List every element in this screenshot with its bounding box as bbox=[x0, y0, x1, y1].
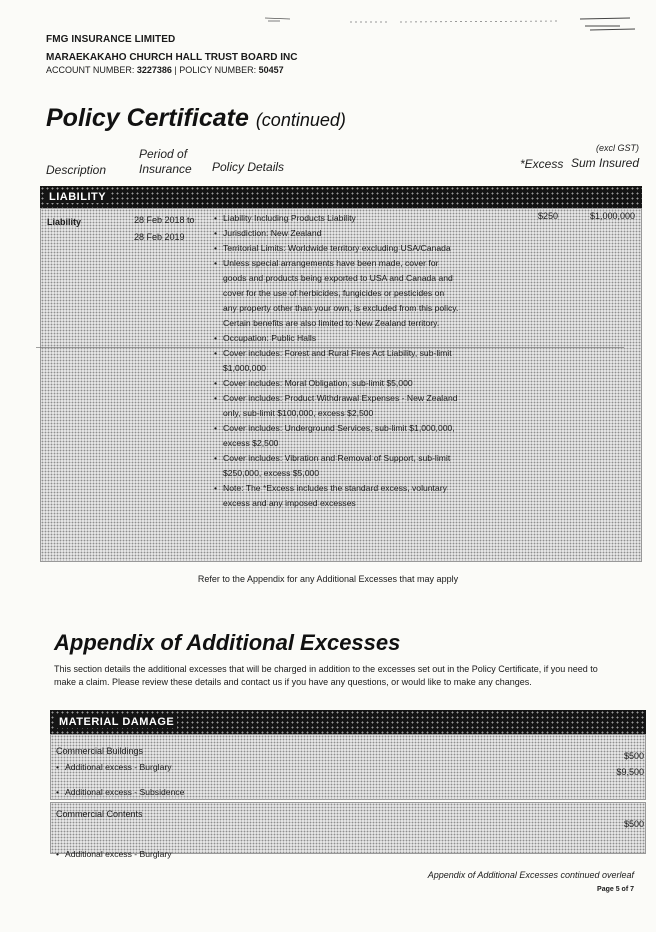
appendix-title: Appendix of Additional Excesses bbox=[54, 630, 401, 655]
material-damage-label: MATERIAL DAMAGE bbox=[56, 716, 177, 728]
policy-detail-item: • Occupation: Public Halls bbox=[214, 331, 459, 346]
row-sum-insured: $1,000,000 bbox=[590, 211, 636, 221]
policy-detail-item: • Note: The *Excess includes the standard excess, voluntary excess and any imposed excesses bbox=[214, 481, 459, 511]
group-title-contents: Commercial Contents bbox=[56, 809, 143, 819]
policy-details-list bbox=[214, 211, 459, 511]
policy-detail-item: • Cover includes: Vibration and Removal of Support, sub-limit $250,000, excess $5,000 bbox=[214, 451, 459, 481]
group-item-amount: $9,500 bbox=[616, 767, 644, 777]
row-period-from: 28 Feb 2018 to bbox=[134, 215, 195, 225]
liability-section-header bbox=[40, 186, 642, 208]
col-excess: *Excess bbox=[520, 157, 564, 171]
policy-number: 50457 bbox=[258, 65, 284, 75]
material-damage-section-header bbox=[50, 710, 646, 734]
col-description: Description bbox=[46, 163, 107, 177]
account-policy-line bbox=[46, 65, 284, 75]
policy-label: POLICY NUMBER: bbox=[179, 65, 257, 75]
group-item-amount: $500 bbox=[623, 751, 644, 761]
policy-detail-item: • Unless special arrangements have been made, cover for goods and products being exported to USA and Canada and cover for the use of herbicides, fungicides or pesticides on any property other than your own, is excluded from this policy. Certain benefits are also limited to New Zealand territory. bbox=[214, 256, 459, 331]
scan-marks bbox=[260, 14, 640, 34]
title-main: Policy Certificate bbox=[46, 104, 249, 132]
col-excl-gst: (excl GST) bbox=[596, 143, 640, 153]
policy-detail-item: • Liability Including Products Liability bbox=[214, 211, 459, 226]
group-item: • Additional excess - Burglary bbox=[56, 849, 656, 859]
continued-note: Appendix of Additional Excesses continued overleaf bbox=[427, 870, 634, 880]
col-period-line1: Period of bbox=[139, 147, 188, 161]
liability-label: LIABILITY bbox=[46, 191, 109, 203]
separator: | bbox=[174, 65, 177, 75]
scan-line bbox=[36, 347, 624, 348]
policy-detail-item: • Jurisdiction: New Zealand bbox=[214, 226, 459, 241]
col-sum-insured: Sum Insured bbox=[571, 156, 640, 170]
group-item: • Additional excess - Subsidence bbox=[56, 787, 656, 797]
page-title bbox=[46, 104, 346, 133]
policy-detail-item: • Cover includes: Forest and Rural Fires Act Liability, sub-limit $1,000,000 bbox=[214, 346, 459, 376]
col-period-line2: Insurance bbox=[139, 162, 192, 176]
group-title-buildings: Commercial Buildings bbox=[56, 746, 144, 756]
policy-detail-item: • Territorial Limits: Worldwide territory excluding USA/Canada bbox=[214, 241, 459, 256]
group-item: • Additional excess - Burglary bbox=[56, 762, 656, 772]
client-name: MARAEKAKAHO CHURCH HALL TRUST BOARD INC bbox=[46, 52, 298, 63]
refer-note: Refer to the Appendix for any Additional Excesses that may apply bbox=[197, 574, 459, 584]
policy-detail-item: • Cover includes: Product Withdrawal Expenses - New Zealand only, sub-limit $100,000, excess $2,500 bbox=[214, 391, 459, 421]
page-number: Page 5 of 7 bbox=[597, 886, 634, 893]
group-item-amount: $500 bbox=[623, 819, 644, 829]
row-description: Liability bbox=[47, 217, 82, 227]
appendix-description: This section details the additional excesses that will be charged in addition to the excesses set out in the Policy Certificate, if you need to make a claim. Please review these details and contact us if you have any questions, or would like to make any changes. bbox=[54, 664, 598, 687]
policy-detail-item: • Cover includes: Underground Services, sub-limit $1,000,000, excess $2,500 bbox=[214, 421, 459, 451]
account-label: ACCOUNT NUMBER: bbox=[46, 65, 135, 75]
title-suffix: (continued) bbox=[255, 110, 346, 130]
col-policy-details: Policy Details bbox=[212, 160, 285, 174]
account-number: 3227386 bbox=[136, 65, 172, 75]
company-name: FMG INSURANCE LIMITED bbox=[46, 34, 176, 45]
policy-detail-item: • Cover includes: Moral Obligation, sub-limit $5,000 bbox=[214, 376, 459, 391]
row-period-to: 28 Feb 2019 bbox=[134, 232, 185, 242]
row-excess: $250 bbox=[538, 211, 559, 221]
